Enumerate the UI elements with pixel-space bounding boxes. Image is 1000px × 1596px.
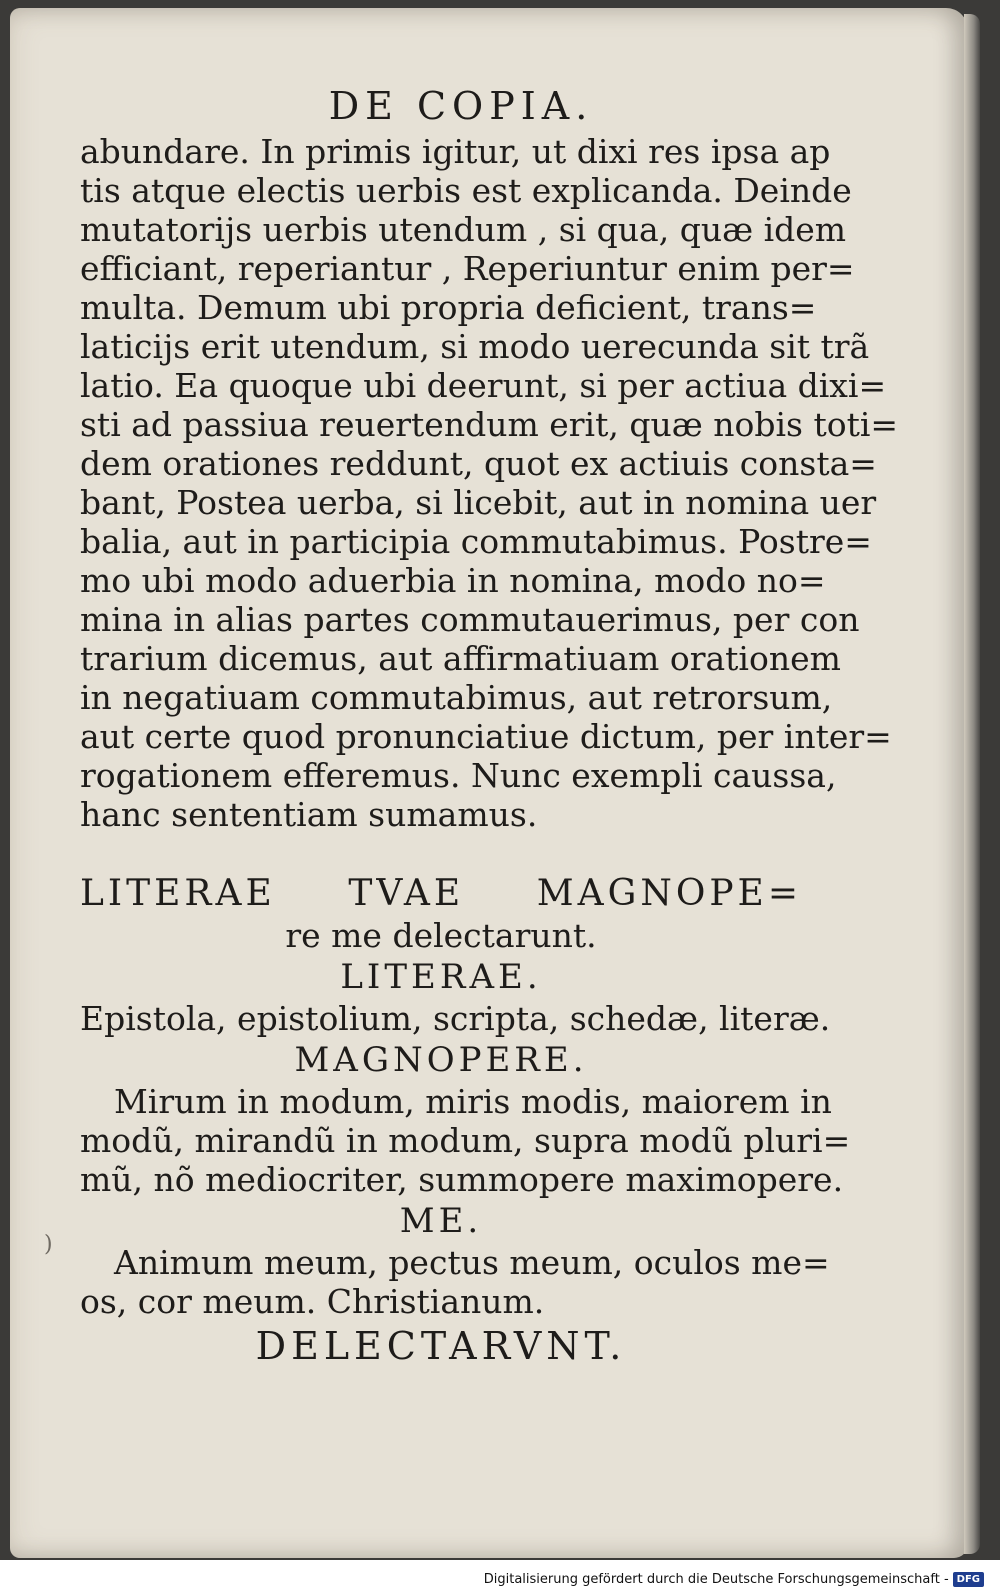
section-line: mũ, nõ mediocriter, summopere maximopere.: [80, 1160, 844, 1199]
digitization-footer: [484, 1568, 984, 1590]
page-text: [80, 70, 899, 1371]
section-title-me: ME.: [399, 1201, 483, 1241]
text-line: hanc sententiam sumamus.: [80, 795, 538, 834]
sentence-heading: LITERAE TVAE MAGNOPE=: [80, 873, 802, 914]
text-line: efficiant, reperiantur , Reperiuntur enim per=: [80, 249, 855, 288]
page-edge: [964, 14, 980, 1554]
footer-text: Digitalisierung gefördert durch die Deutsche Forschungsgemeinschaft -: [483, 1571, 949, 1587]
section-title-magnopere: MAGNOPERE.: [294, 1040, 588, 1080]
text-line: multa. Demum ubi propria deficient, trans=: [80, 288, 817, 327]
text-line: rogationem efferemus. Nunc exempli caussa,: [80, 756, 837, 795]
text-line: in negatiuam commutabimus, aut retrorsum,: [80, 678, 833, 717]
section-line: modũ, mirandũ in modum, supra modũ pluri=: [80, 1121, 851, 1160]
text-line: bant, Postea uerba, si licebit, aut in nomina uer: [80, 483, 877, 522]
text-line: latio. Ea quoque ubi deerunt, si per actiua dixi=: [80, 366, 887, 405]
section-title-literae: LITERAE.: [340, 957, 542, 997]
text-line: balia, aut in participia commutabimus. Postre=: [80, 522, 872, 561]
text-line: aut certe quod pronunciatiue dictum, per inter=: [80, 717, 892, 756]
body-paragraph: [80, 132, 899, 834]
text-line: dem orationes reddunt, quot ex actiuis consta=: [80, 444, 877, 483]
text-line: sti ad passiua reuertendum erit, quæ nobis toti=: [80, 405, 899, 444]
dfg-logo-icon: DFG: [953, 1572, 984, 1587]
section-line: Epistola, epistolium, scripta, schedæ, literæ.: [80, 999, 831, 1038]
section-line: Animum meum, pectus meum, oculos me=: [114, 1243, 830, 1282]
text-line: abundare. In primis igitur, ut dixi res ipsa ap: [80, 132, 831, 171]
text-line: laticijs erit utendum, si modo uerecunda sit trã: [80, 327, 870, 366]
text-line: mina in alias partes commutauerimus, per con: [80, 600, 860, 639]
text-line: trarium dicemus, aut affirmatiuam orationem: [80, 639, 841, 678]
section-line: Mirum in modum, miris modis, maiorem in: [114, 1082, 832, 1121]
margin-mark: ): [44, 1232, 53, 1257]
running-head: DE COPIA.: [328, 84, 594, 128]
text-line: mo ubi modo aduerbia in nomina, modo no=: [80, 561, 826, 600]
text-line: mutatorijs uerbis utendum , si qua, quæ idem: [80, 210, 847, 249]
text-line: tis atque electis uerbis est explicanda. Deinde: [80, 171, 852, 210]
section-line: os, cor meum. Christianum.: [80, 1282, 545, 1321]
sentence-heading-continued: re me delectarunt.: [285, 916, 597, 955]
closing-heading: DELECTARVNT.: [255, 1324, 627, 1368]
